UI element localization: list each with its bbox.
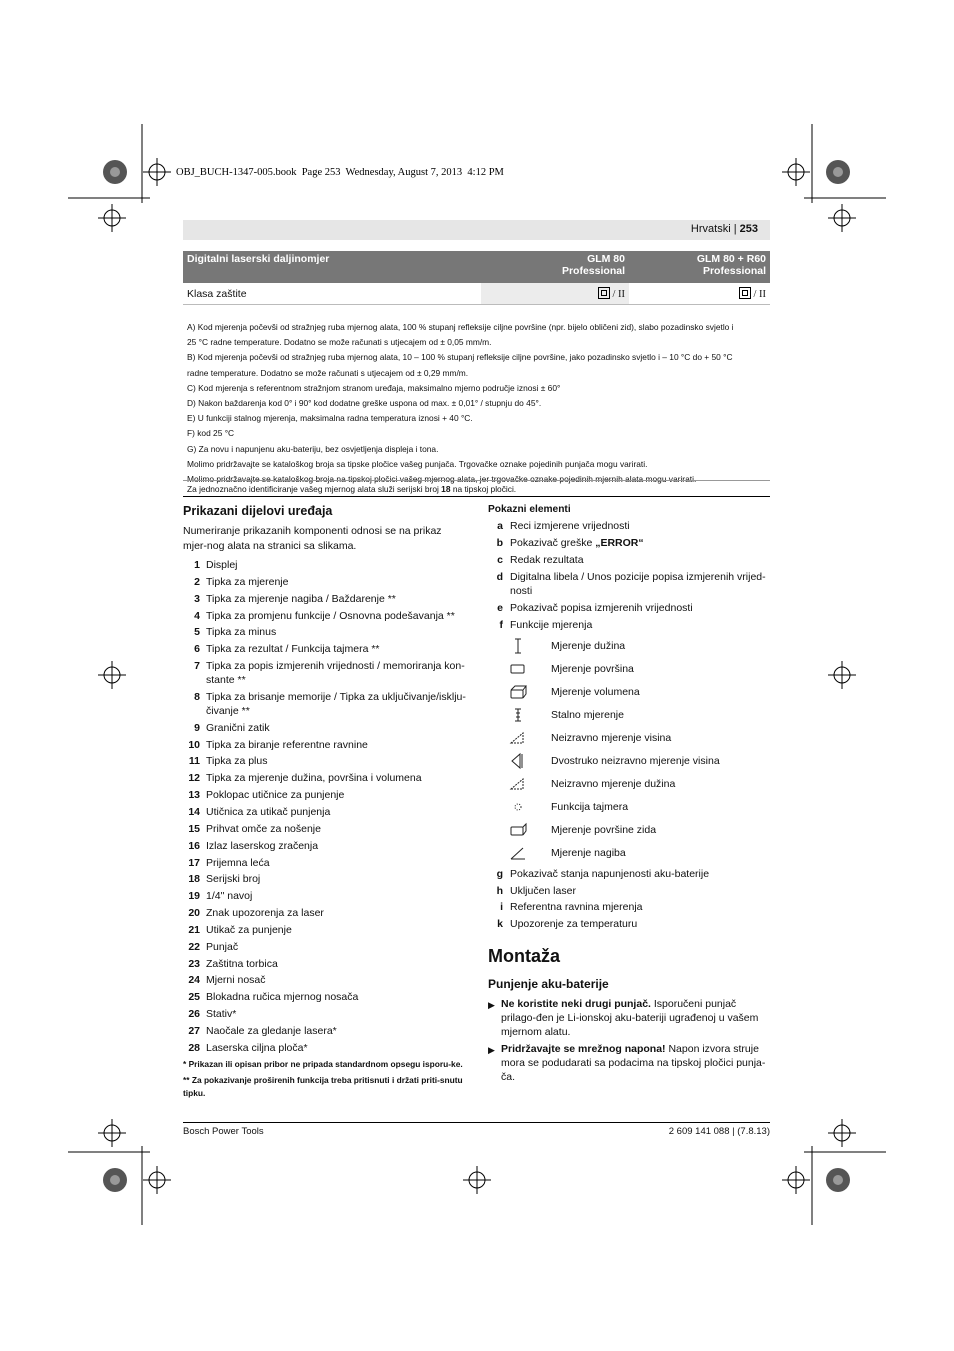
item-label: Tipka za popis izmjerenih vrijednosti / memoriranja kon-stante **: [206, 660, 465, 687]
list-item: [183, 856, 468, 870]
function-item: [488, 750, 773, 773]
spec-col1: Digitalni laserski daljinomjer: [183, 251, 481, 283]
item-label: Tipka za promjenu funkcije / Osnovna podešavanja **: [206, 609, 455, 622]
footnote: C) Kod mjerenja s referentnom stražnjom stranom uređaja, maksimalno mjerno područje iznosi ± 60°: [187, 382, 561, 393]
assembly-heading: Montaža: [488, 945, 560, 966]
function-item: [488, 727, 773, 750]
bullet-arrow-icon: ▶: [488, 1044, 495, 1055]
item-label: [503, 867, 773, 881]
function-label: Mjerenje volumena: [551, 686, 640, 699]
item-number: 17: [188, 856, 200, 869]
wall-area-icon: [488, 820, 551, 840]
item-number: 25: [188, 991, 200, 1004]
intro-text: Numeriranje prikazanih komponenti odnosi se na prikaz mjer-nog alata na stranici sa slikama.: [183, 525, 442, 552]
function-item: [488, 842, 773, 865]
function-item: [488, 658, 773, 681]
item-number: 28: [188, 1041, 200, 1054]
item-number: 14: [188, 805, 200, 818]
charging-heading: Punjenje aku-baterije: [488, 976, 609, 991]
spec-table: [183, 251, 770, 305]
item-number: 16: [188, 839, 200, 852]
item-number: 3: [194, 592, 200, 605]
item-label: Stativ*: [206, 1008, 237, 1021]
divider: [183, 496, 770, 497]
section-heading: Prikazani dijelovi uređaja: [183, 504, 333, 518]
spec-col3: [629, 251, 770, 283]
item-number: 5: [194, 626, 200, 639]
function-label: Mjerenje nagiba: [551, 847, 626, 860]
list-item: [488, 536, 773, 550]
item-letter: e: [497, 601, 503, 614]
function-item: [488, 681, 773, 704]
item-label: Laserska ciljna ploča*: [206, 1041, 308, 1054]
display-elements-heading: Pokazni elementi: [488, 504, 571, 515]
item-number: 21: [188, 923, 200, 936]
double-indirect-height-icon: [488, 751, 551, 771]
measuring-functions-list: [488, 635, 773, 865]
function-label: Stalno mjerenje: [551, 709, 624, 722]
item-letter: g: [496, 867, 503, 880]
print-meta: OBJ_BUCH-1347-005.book Page 253 Wednesday, August 7, 2013 4:12 PM: [176, 167, 504, 178]
spec-row-value2: / II: [481, 283, 629, 305]
list-item: [183, 1024, 468, 1038]
function-label: Neizravno mjerenje dužina: [551, 778, 676, 791]
footnote: G) Za novu i napunjenu aku-bateriju, bez osvjetljenja displeja i tona.: [187, 443, 439, 454]
timer-icon: [488, 797, 551, 817]
item-label: [503, 536, 773, 550]
item-text: Referentna ravnina mjerenja: [510, 901, 643, 914]
bullet-body: Isporučeni punjač prilago-đen je Li-ionskoj aku-bateriji ugrađenoj u vašem mjernom alatu.: [501, 997, 759, 1039]
function-label: Funkcija tajmera: [551, 801, 629, 814]
list-item: [183, 805, 468, 819]
divider: [183, 480, 770, 481]
item-text: Uključen laser: [510, 884, 576, 897]
item-label: Tipka za brisanje memorije / Tipka za uključivanje/isklju-čivanje **: [206, 690, 466, 717]
item-label: Tipka za biranje referentne ravnine: [206, 738, 368, 751]
item-letter: k: [497, 918, 503, 931]
spec-col2: [481, 251, 629, 283]
page-header: [183, 220, 770, 240]
item-label: 1/4" navoj: [206, 890, 253, 903]
area-measure-icon: [488, 659, 551, 679]
spec-row-label: Klasa zaštite: [183, 283, 481, 305]
right-column: [488, 504, 773, 1086]
item-letter: f: [499, 618, 503, 631]
spec-row-value3: / II: [629, 283, 770, 305]
item-number: 13: [188, 789, 200, 802]
item-label: [503, 618, 773, 632]
item-number: 20: [188, 907, 200, 920]
item-number: 18: [188, 873, 200, 886]
item-text: Redak rezultata: [510, 553, 584, 566]
list-item: [488, 867, 773, 881]
list-item: [183, 609, 468, 623]
item-text: Pokazivač greške: [510, 536, 596, 549]
list-item: [183, 738, 468, 752]
function-label: Neizravno mjerenje visina: [551, 732, 672, 745]
item-number: 2: [194, 575, 200, 588]
list-item: [183, 721, 468, 735]
list-item: [488, 601, 773, 615]
list-item: [183, 973, 468, 987]
item-label: Tipka za plus: [206, 755, 268, 768]
item-label: Granični zatik: [206, 721, 270, 734]
bullet-item: [488, 1042, 773, 1085]
list-item: [183, 1007, 468, 1021]
item-label: Punjač: [206, 940, 239, 953]
list-item: [183, 625, 468, 639]
item-label: [503, 553, 773, 567]
function-item: [488, 704, 773, 727]
list-item: [183, 957, 468, 971]
list-item: [183, 872, 468, 886]
spec-col3-line1: GLM 80 + R60: [696, 253, 766, 265]
item-letter: c: [497, 553, 503, 566]
item-letter: a: [497, 520, 503, 532]
volume-measure-icon: [488, 682, 551, 702]
item-number: 24: [188, 974, 200, 987]
display-elements-list-continued: [488, 867, 773, 932]
header-separator: |: [733, 223, 737, 235]
footer-divider: [183, 1122, 770, 1123]
footnote: A) Kod mjerenja počevši od stražnjeg ruba mjernog alata, 100 % stupanj refleksije ciljne površine (npr. bijelo obličeni zid), slabo pozadinsko svjetlo i: [187, 322, 734, 332]
item-label: [503, 917, 773, 931]
list-item: [183, 1041, 468, 1055]
item-number: 7: [194, 660, 200, 673]
function-item: [488, 635, 773, 658]
item-label: [503, 519, 773, 533]
protection-class-ii-icon: [598, 287, 610, 299]
list-item: [183, 771, 468, 785]
list-item: [488, 553, 773, 567]
item-letter: i: [500, 901, 503, 914]
item-label: Displej: [206, 559, 238, 571]
function-label: Mjerenje dužina: [551, 640, 626, 653]
indirect-length-icon: [488, 774, 551, 794]
item-label: Utikač za punjenje: [206, 923, 292, 936]
footer-doc-number: 2 609 141 088 | (7.8.13): [668, 1126, 770, 1137]
spec-col2-line1: GLM 80: [587, 253, 625, 265]
item-label: Zaštitna torbica: [206, 957, 278, 970]
header-text: [691, 223, 758, 235]
spec-col3-line2: Professional: [702, 265, 766, 277]
item-bold-text: „ERROR“: [595, 536, 644, 549]
continuous-measure-icon: [488, 705, 551, 725]
item-text: Pokazivač stanja napunjenosti aku-baterije: [510, 867, 710, 880]
list-item: [183, 923, 468, 937]
list-item: [183, 990, 468, 1004]
list-item: [488, 884, 773, 898]
footnote: 25 °C radne temperature. Dodatno se može računati s utjecajem od ± 0,05 mm/m.: [187, 337, 492, 348]
item-text: Reci izmjerene vrijednosti: [510, 520, 630, 532]
function-item: [488, 796, 773, 819]
page-number: 253: [739, 223, 758, 235]
footnote: Molimo pridržavajte se kataloškog broja sa tipske pločice vašeg punjača. Trgovačke oznake pojedinih punjača mogu varirati.: [187, 458, 648, 469]
list-item: [183, 906, 468, 920]
list-item: [183, 690, 468, 718]
bullet-bold: Pridržavajte se mrežnog napona!: [501, 1042, 666, 1055]
item-text: Funkcije mjerenja: [510, 618, 593, 631]
list-item: [183, 839, 468, 853]
item-label: Tipka za mjerenje: [206, 575, 289, 588]
bullet-bold: Ne koristite neki drugi punjač.: [501, 997, 651, 1010]
item-label: Tipka za minus: [206, 626, 277, 639]
item-label: Prijemna leća: [206, 856, 270, 869]
function-label: Dvostruko neizravno mjerenje visina: [551, 755, 720, 768]
item-label: [503, 884, 773, 898]
item-number: 27: [188, 1024, 200, 1037]
extended-function-note: ** Za pokazivanje proširenih funkcija treba pritisnuti i držati priti-snutu tipku.: [183, 1074, 463, 1098]
spec-row-protection: [183, 283, 770, 305]
footer-brand: Bosch Power Tools: [183, 1126, 264, 1137]
header-language: Hrvatski: [690, 223, 731, 235]
list-item: [183, 889, 468, 903]
item-number: 11: [188, 755, 200, 768]
item-number: 8: [194, 690, 200, 703]
item-number: 12: [188, 772, 200, 785]
spec-footnotes: [187, 320, 770, 487]
indirect-height-icon: [488, 728, 551, 748]
length-measure-icon: [488, 636, 551, 656]
item-label: [503, 601, 773, 615]
item-number: 4: [194, 609, 200, 622]
protection-class-ii-icon: [739, 287, 751, 299]
item-letter: h: [496, 884, 503, 897]
item-letter: b: [496, 536, 503, 549]
list-item: [488, 917, 773, 931]
list-item: [183, 642, 468, 656]
function-item: [488, 773, 773, 796]
list-item: [488, 618, 773, 632]
serial-note: Za jednoznačno identificiranje vašeg mjernog alata služi serijski broj 18 na tipskoj pločici.: [187, 484, 517, 494]
item-label: Mjerni nosač: [206, 974, 266, 987]
charging-instructions: [488, 997, 773, 1085]
item-label: [503, 570, 773, 599]
function-label: Mjerenje površine zida: [551, 824, 657, 837]
component-list: [183, 558, 468, 1055]
item-label: Poklopac utičnice za punjenje: [206, 789, 345, 802]
item-label: Izlaz laserskog zračenja: [206, 839, 319, 852]
function-label: Mjerenje površina: [551, 663, 634, 676]
item-label: Serijski broj: [206, 873, 261, 886]
bullet-arrow-icon: ▶: [488, 999, 495, 1010]
item-number: 15: [188, 822, 200, 835]
item-label: Utičnica za utikač punjenja: [206, 805, 331, 818]
list-item: [488, 570, 773, 599]
list-item: [183, 558, 468, 572]
item-number: 19: [188, 890, 200, 903]
list-item: [183, 822, 468, 836]
item-number: 9: [194, 721, 200, 734]
item-label: Tipka za mjerenje dužina, površina i volumena: [206, 772, 422, 785]
footnote: radne temperature. Dodatno se može računati s utjecajem od ± 0,29 mm/m.: [187, 367, 469, 378]
item-text: Digitalna libela / Unos pozicije popisa izmjerenih vrijed-nosti: [510, 570, 766, 597]
bullet-text: [501, 1042, 773, 1085]
list-item: [183, 754, 468, 768]
list-item: [488, 900, 773, 914]
item-letter: d: [496, 570, 503, 583]
footnote: D) Nakon baždarenja kod 0° i 90° kod dodatne greške uspona od max. ± 0,01° / stupnju do 45°.: [187, 398, 542, 409]
list-item: [488, 519, 773, 533]
list-item: [183, 575, 468, 589]
list-item: [183, 788, 468, 802]
item-number: 26: [188, 1008, 200, 1021]
footnote: F) kod 25 °C: [187, 428, 235, 439]
item-number: 1: [194, 559, 200, 571]
function-item: [488, 819, 773, 842]
item-label: Znak upozorenja za laser: [206, 907, 324, 920]
display-elements-list: [488, 519, 773, 632]
item-label: Prihvat omče za nošenje: [206, 822, 321, 835]
list-item: [183, 940, 468, 954]
item-label: Naočale za gledanje lasera*: [206, 1024, 337, 1037]
slope-measure-icon: [488, 843, 551, 863]
item-number: 6: [194, 643, 200, 656]
item-label: Blokadna ručica mjernog nosača: [206, 991, 359, 1004]
bullet-body: Napon izvora struje mora se podudarati sa podacima na tipskoj pločici punja-ča.: [501, 1042, 766, 1084]
spec-col2-line2: Professional: [561, 265, 625, 277]
item-number: 10: [188, 738, 200, 751]
item-number: 22: [188, 940, 200, 953]
item-label: Tipka za rezultat / Funkcija tajmera **: [206, 643, 380, 656]
list-item: [183, 592, 468, 606]
bullet-item: [488, 997, 773, 1040]
item-text: Upozorenje za temperaturu: [510, 918, 638, 931]
item-number: 23: [188, 957, 200, 970]
item-label: [503, 900, 773, 914]
bullet-text: [501, 997, 773, 1040]
left-column: [183, 504, 468, 1100]
list-item: [183, 659, 468, 687]
item-text: Pokazivač popisa izmjerenih vrijednosti: [510, 601, 693, 614]
footnote: B) Kod mjerenja počevši od stražnjeg ruba mjernog alata, 10 – 100 % stupanj refleksije ciljne površine, jako pozadinsko svjetlo i – 10 °C do + 50 °C: [187, 352, 733, 363]
spec-header-row: [183, 251, 770, 283]
accessory-note: * Prikazan ili opisan pribor ne pripada standardnom opsegu isporu-ke.: [183, 1058, 463, 1069]
footnote: E) U funkciji stalnog mjerenja, maksimalna radna temperatura iznosi + 40 °C.: [187, 413, 473, 424]
item-label: Tipka za mjerenje nagiba / Baždarenje **: [206, 592, 396, 605]
